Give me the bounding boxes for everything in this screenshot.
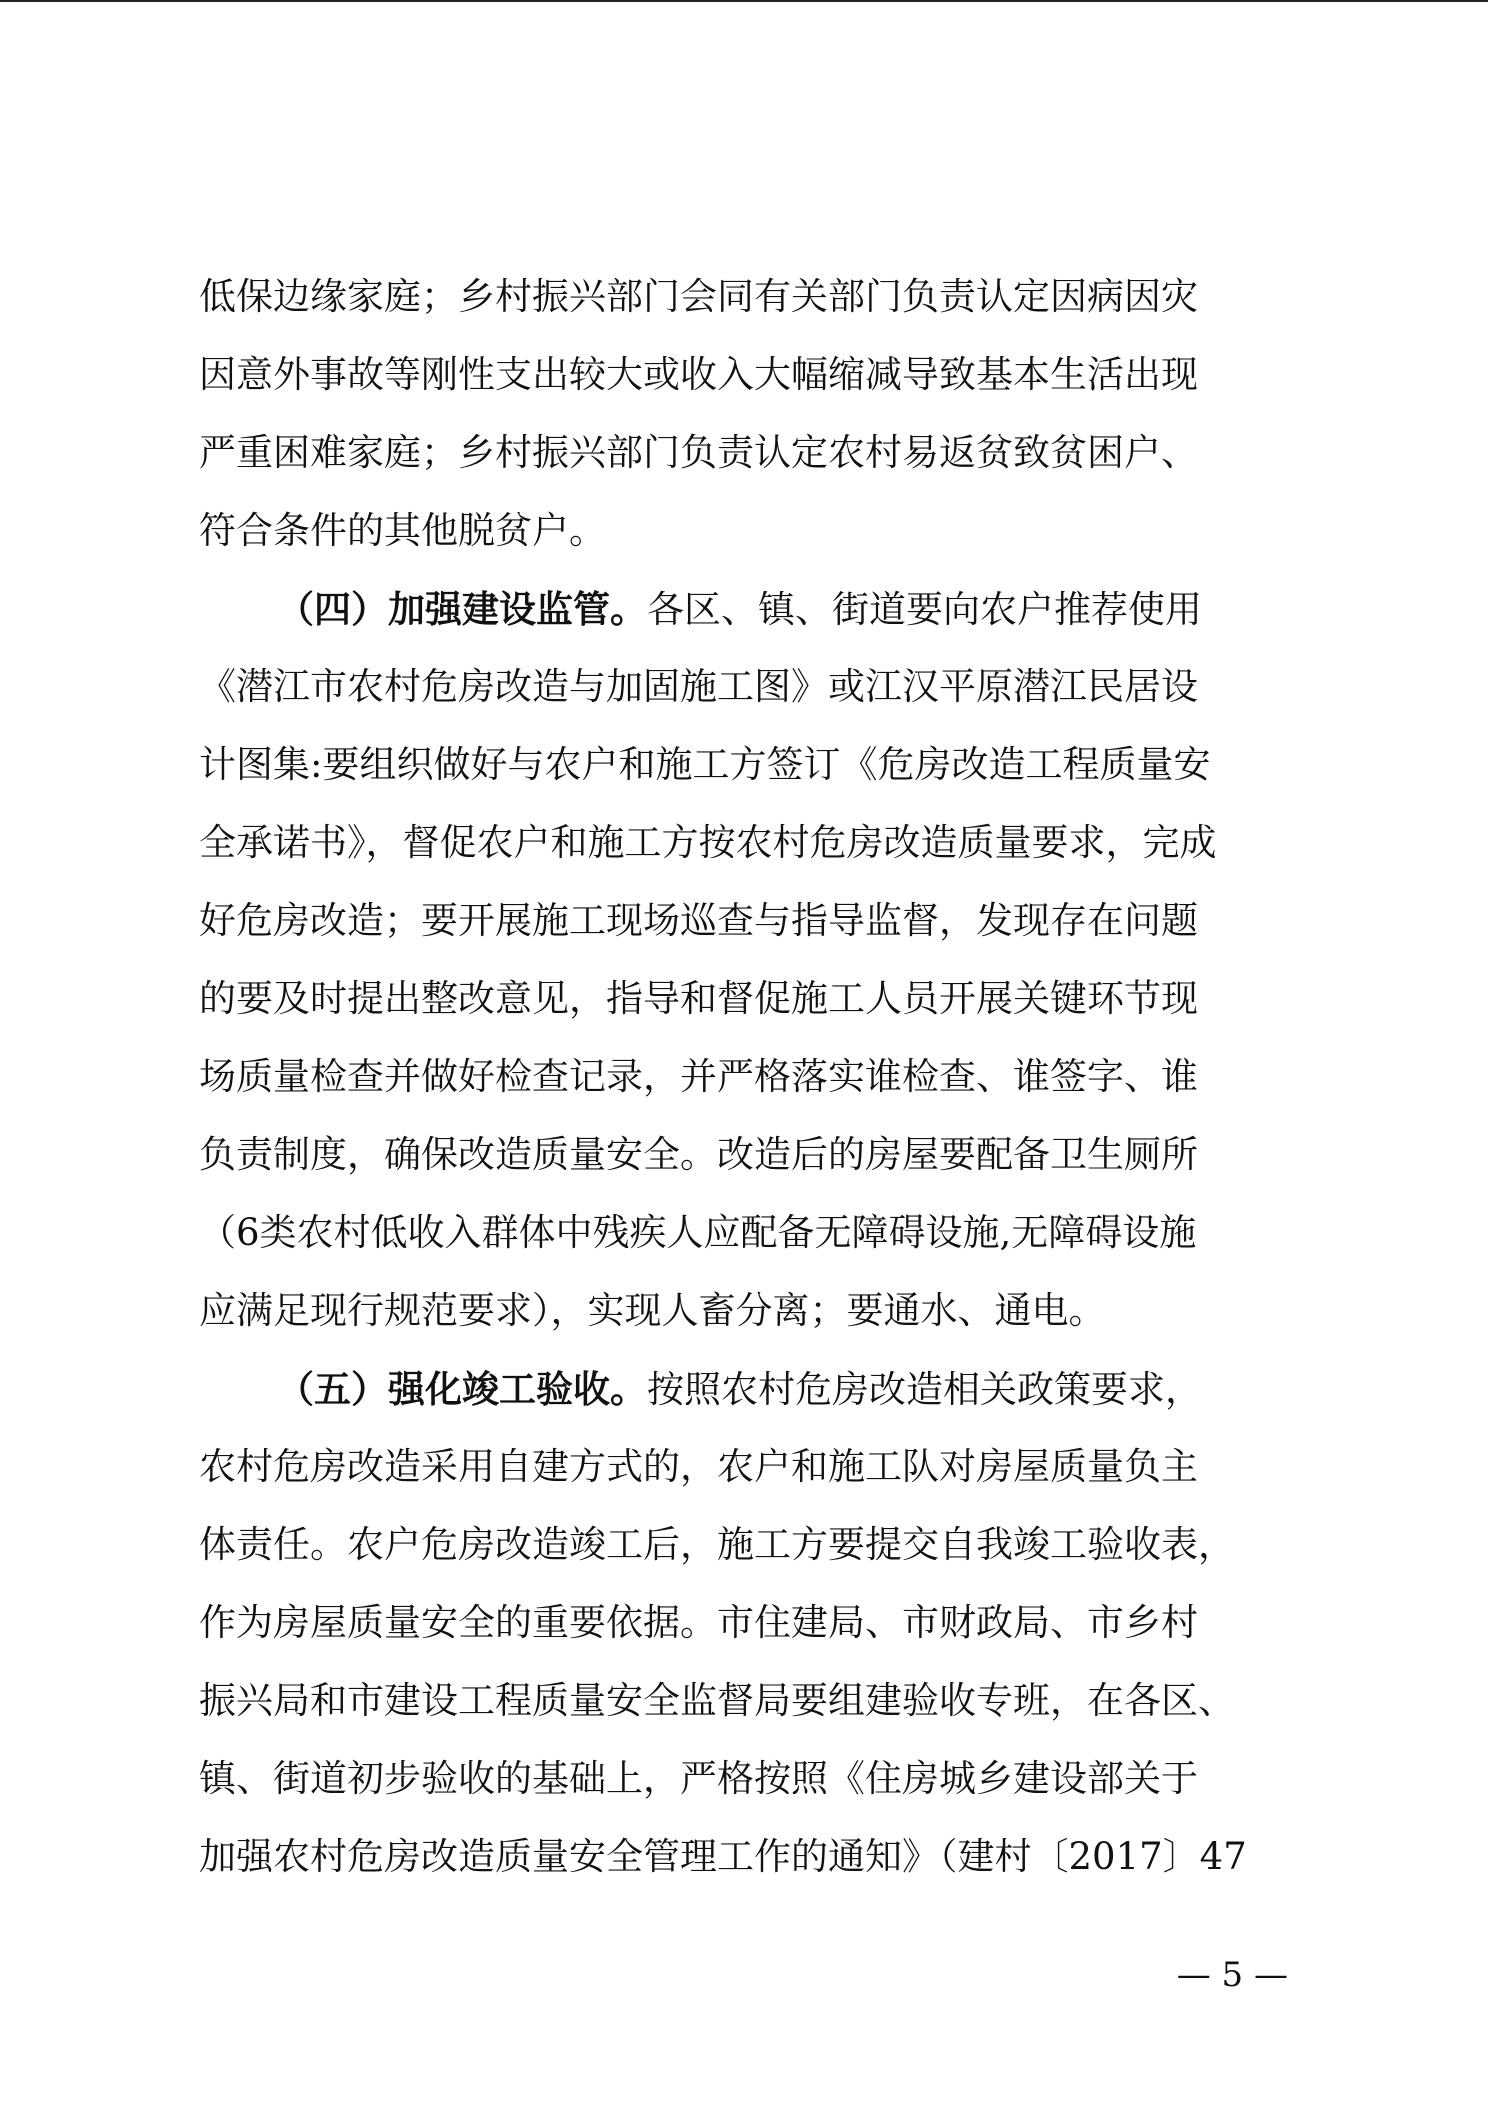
section-four-first-line [199,570,1291,648]
paragraph-line: 负责制度，确保改造质量安全。改造后的房屋要配备卫生厕所 [199,1133,1198,1176]
paragraph-line: 加强农村危房改造质量安全管理工作的通知》（建村〔2017〕47 [199,1835,1247,1878]
paragraph-line: 低保边缘家庭；乡村振兴部门会同有关部门负责认定因病因灾 [199,275,1198,318]
section-five-first-line [199,1350,1291,1428]
paragraph-line: 的要及时提出整改意见，指导和督促施工人员开展关键环节现 [199,977,1198,1020]
top-border-rule [0,0,1488,2]
paragraph-line: 场质量检查并做好检查记录，并严格落实谁检查、谁签字、谁 [199,1055,1198,1098]
paragraph-line: （6类农村低收入群体中残疾人应配备无障碍设施,无障碍设施 [199,1211,1197,1254]
paragraph-line: 因意外事故等刚性支出较大或收入大幅缩减导致基本生活出现 [199,353,1198,396]
section-four-heading: （四）加强建设监管。 [277,587,647,631]
paragraph-line: 应满足现行规范要求），实现人畜分离；要通水、通电。 [199,1289,1106,1332]
section-five-text: 按照农村危房改造相关政策要求， [647,1368,1202,1411]
paragraph-line: 严重困难家庭；乡村振兴部门负责认定农村易返贫致贫困户、 [199,431,1198,474]
page-number: — 5 — [1176,1955,1288,1995]
paragraph-line: 《潜江市农村危房改造与加固施工图》或江汉平原潜江民居设 [199,665,1198,708]
paragraph-line: 计图集:要组织做好与农户和施工方签订《危房改造工程质量安 [199,743,1211,786]
paragraph-line: 全承诺书》，督促农户和施工方按农村危房改造质量要求，完成 [199,821,1217,864]
paragraph-line: 振兴局和市建设工程质量安全监督局要组建验收专班，在各区、 [199,1679,1235,1722]
paragraph-line: 镇、街道初步验收的基础上，严格按照《住房城乡建设部关于 [199,1757,1198,1800]
paragraph-line: 农村危房改造采用自建方式的，农户和施工队对房屋质量负主 [199,1445,1198,1488]
paragraph-line: 符合条件的其他脱贫户。 [199,509,606,552]
paragraph-line: 作为房屋质量安全的重要依据。市住建局、市财政局、市乡村 [199,1601,1198,1644]
section-four-text: 各区、镇、街道要向农户推荐使用 [647,588,1202,631]
document-body [199,258,1291,1896]
section-five-heading: （五）强化竣工验收。 [277,1367,647,1411]
paragraph-line: 好危房改造；要开展施工现场巡查与指导监督，发现存在问题 [199,899,1198,942]
paragraph-line: 体责任。农户危房改造竣工后，施工方要提交自我竣工验收表， [199,1523,1235,1566]
